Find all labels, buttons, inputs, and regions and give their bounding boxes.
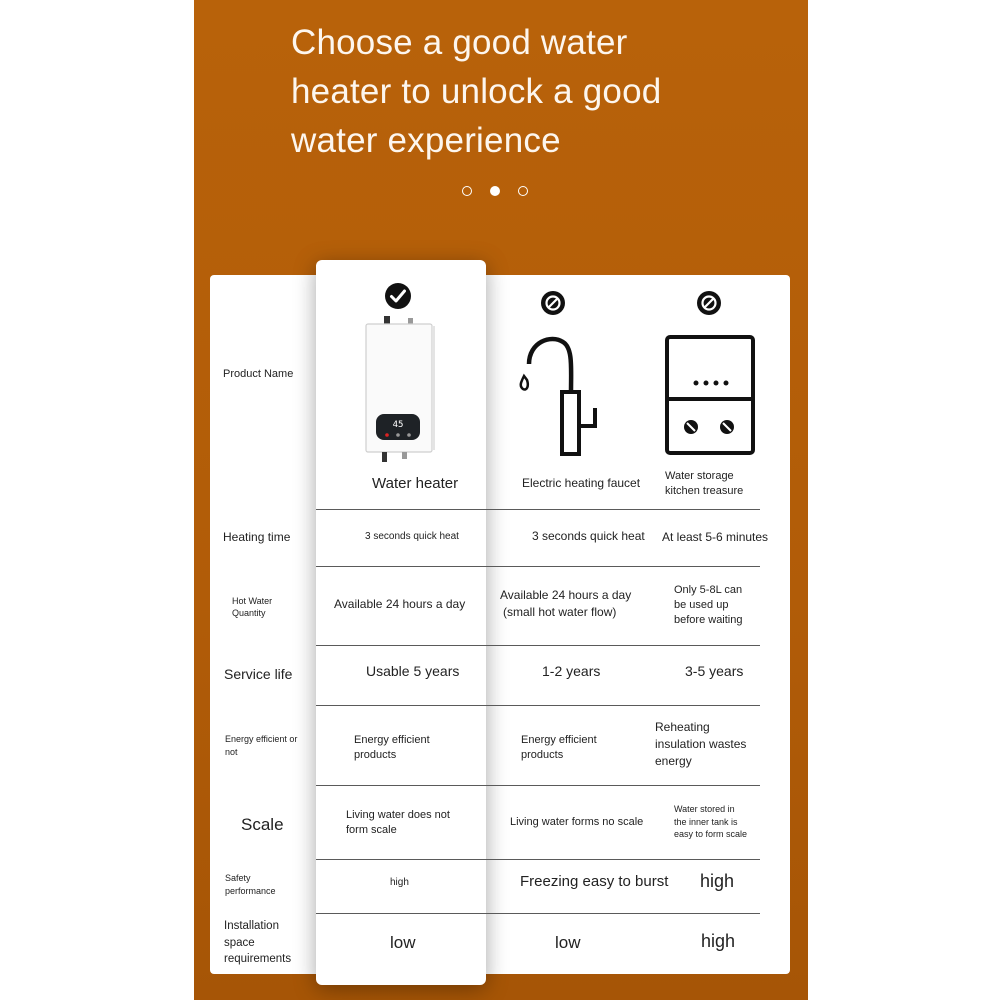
- cell-scale-col1: [346, 808, 450, 838]
- row-divider: [316, 859, 760, 860]
- cell-text-line: Only 5-8L can: [674, 584, 743, 596]
- cell-installation-col2: low: [555, 933, 581, 952]
- checkmark-icon: [385, 283, 411, 309]
- carousel-dot-3[interactable]: [518, 186, 528, 196]
- cell-text-line: form scale: [346, 824, 397, 836]
- cell-product-name-col2: Electric heating faucet: [522, 476, 641, 490]
- water-heater-icon: [360, 316, 440, 464]
- cell-text-line: easy to form scale: [674, 829, 748, 839]
- carousel-dots: [462, 186, 528, 196]
- row-divider: [316, 566, 760, 567]
- svg-text:45: 45: [392, 420, 404, 430]
- storage-tank-icon: [665, 335, 755, 457]
- cell-hot-water-col1: Available 24 hours a day: [334, 597, 466, 611]
- cell-product-name-col1: Water heater: [372, 475, 459, 492]
- prohibited-icon: [697, 291, 721, 315]
- headline: [291, 18, 751, 165]
- row-divider: [316, 913, 760, 914]
- row-label-line: space: [224, 936, 255, 949]
- cell-text-line: be used up: [674, 599, 729, 611]
- row-label-line: not: [225, 747, 238, 757]
- faucet-icon: [515, 334, 605, 458]
- cell-text-line: products: [354, 749, 397, 761]
- carousel-dot-2-active[interactable]: [490, 186, 500, 196]
- cell-heating-time-col1: 3 seconds quick heat: [365, 531, 459, 542]
- row-label-heating-time: Heating time: [223, 530, 291, 544]
- row-divider: [316, 509, 760, 510]
- cell-text-line: Living water does not: [346, 809, 450, 821]
- cell-energy-col2: [521, 733, 597, 763]
- cell-heating-time-col3: At least 5-6 minutes: [662, 530, 769, 544]
- row-label-line: Quantity: [232, 608, 266, 618]
- row-label-safety: [225, 872, 276, 897]
- row-label-line: Hot Water: [232, 596, 273, 606]
- cell-installation-col3: high: [701, 931, 736, 951]
- cell-text-line: energy: [655, 754, 692, 768]
- cell-safety-col1: high: [390, 877, 409, 888]
- cell-installation-col1: low: [390, 933, 416, 952]
- cell-text-line: before waiting: [674, 614, 743, 626]
- row-label-line: requirements: [224, 953, 292, 965]
- cell-text-line: kitchen treasure: [665, 485, 744, 497]
- row-divider: [316, 705, 760, 706]
- cell-text-line: Energy efficient: [354, 734, 430, 746]
- prohibited-icon: [541, 291, 565, 315]
- cell-text-line: Available 24 hours a day: [500, 588, 632, 602]
- cell-text-line: insulation wastes: [655, 737, 747, 751]
- headline-line-1: Choose a good water: [291, 23, 628, 62]
- row-divider: [316, 645, 760, 646]
- cell-text-line: Energy efficient: [521, 734, 597, 746]
- cell-product-name-col3: [665, 469, 743, 499]
- cell-service-life-col1: Usable 5 years: [366, 663, 460, 679]
- row-label-line: Installation: [224, 920, 279, 932]
- row-label-line: performance: [225, 885, 276, 896]
- row-label-service-life: Service life: [224, 666, 293, 682]
- cell-service-life-col3: 3-5 years: [685, 663, 744, 679]
- row-divider: [316, 785, 760, 786]
- carousel-dot-1[interactable]: [462, 186, 472, 196]
- cell-safety-col3: high: [700, 871, 735, 891]
- cell-service-life-col2: 1-2 years: [542, 663, 601, 679]
- headline-line-2: heater to unlock a good: [291, 72, 662, 111]
- headline-line-3: water experience: [291, 121, 561, 160]
- row-label-energy: [225, 733, 297, 759]
- row-label-scale: Scale: [241, 815, 284, 834]
- row-label-product-name: Product Name: [223, 368, 294, 380]
- cell-energy-col1: [354, 733, 430, 763]
- cell-heating-time-col2: 3 seconds quick heat: [532, 529, 645, 543]
- cell-text-line: (small hot water flow): [503, 605, 617, 619]
- cell-scale-col2: Living water forms no scale: [510, 816, 644, 828]
- row-label-line: Energy efficient or: [225, 734, 298, 744]
- cell-text-line: products: [521, 749, 564, 761]
- cell-safety-col2: Freezing easy to burst: [520, 873, 669, 890]
- row-label-line: Safety: [225, 873, 251, 883]
- cell-hot-water-col3: [674, 583, 743, 628]
- cell-text-line: Water stored in: [674, 804, 735, 814]
- cell-energy-col3: [655, 719, 746, 770]
- cell-text-line: Reheating: [655, 720, 710, 734]
- cell-text-line: Water storage: [665, 470, 734, 482]
- cell-hot-water-col2: [500, 587, 631, 621]
- cell-scale-col3: [674, 803, 747, 841]
- row-label-hot-water-quantity: [232, 595, 272, 619]
- cell-text-line: the inner tank is: [674, 816, 738, 827]
- row-label-installation: [224, 918, 291, 968]
